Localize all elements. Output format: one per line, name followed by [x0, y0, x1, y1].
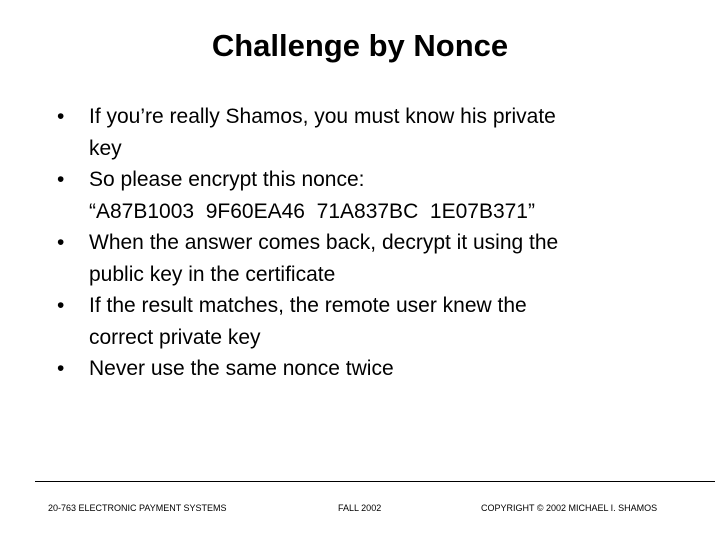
slide-title: Challenge by Nonce: [211, 28, 509, 63]
bullet-icon: •: [57, 231, 65, 254]
bullet-item: [57, 101, 677, 164]
bullet-item: [57, 164, 677, 227]
footer-divider: [35, 481, 715, 482]
bullet-line: correct private key: [89, 325, 261, 349]
bullet-line: public key in the certificate: [89, 262, 336, 286]
footer-copyright: COPYRIGHT © 2002 MICHAEL I. SHAMOS: [481, 503, 658, 513]
bullet-line: If the result matches, the remote user knew the: [89, 294, 527, 317]
bullet-item: [57, 353, 677, 385]
bullet-icon: •: [57, 168, 65, 191]
nonce-value: “A87B1003 9F60EA46 71A837BC 1E07B371”: [89, 199, 535, 223]
bullet-line: Never use the same nonce twice: [89, 357, 394, 380]
bullet-line: When the answer comes back, decrypt it using the: [89, 231, 559, 254]
bullet-icon: •: [57, 357, 65, 380]
bullet-line: So please encrypt this nonce:: [89, 168, 365, 191]
bullet-item: [57, 290, 677, 353]
bullet-line: If you’re really Shamos, you must know his private: [89, 105, 556, 128]
footer-term: FALL 2002: [338, 503, 382, 513]
footer-course: 20-763 ELECTRONIC PAYMENT SYSTEMS: [48, 503, 227, 513]
bullet-icon: •: [57, 294, 65, 317]
bullet-list: [57, 101, 677, 385]
bullet-item: [57, 227, 677, 290]
bullet-icon: •: [57, 105, 65, 128]
bullet-line: key: [89, 136, 122, 160]
